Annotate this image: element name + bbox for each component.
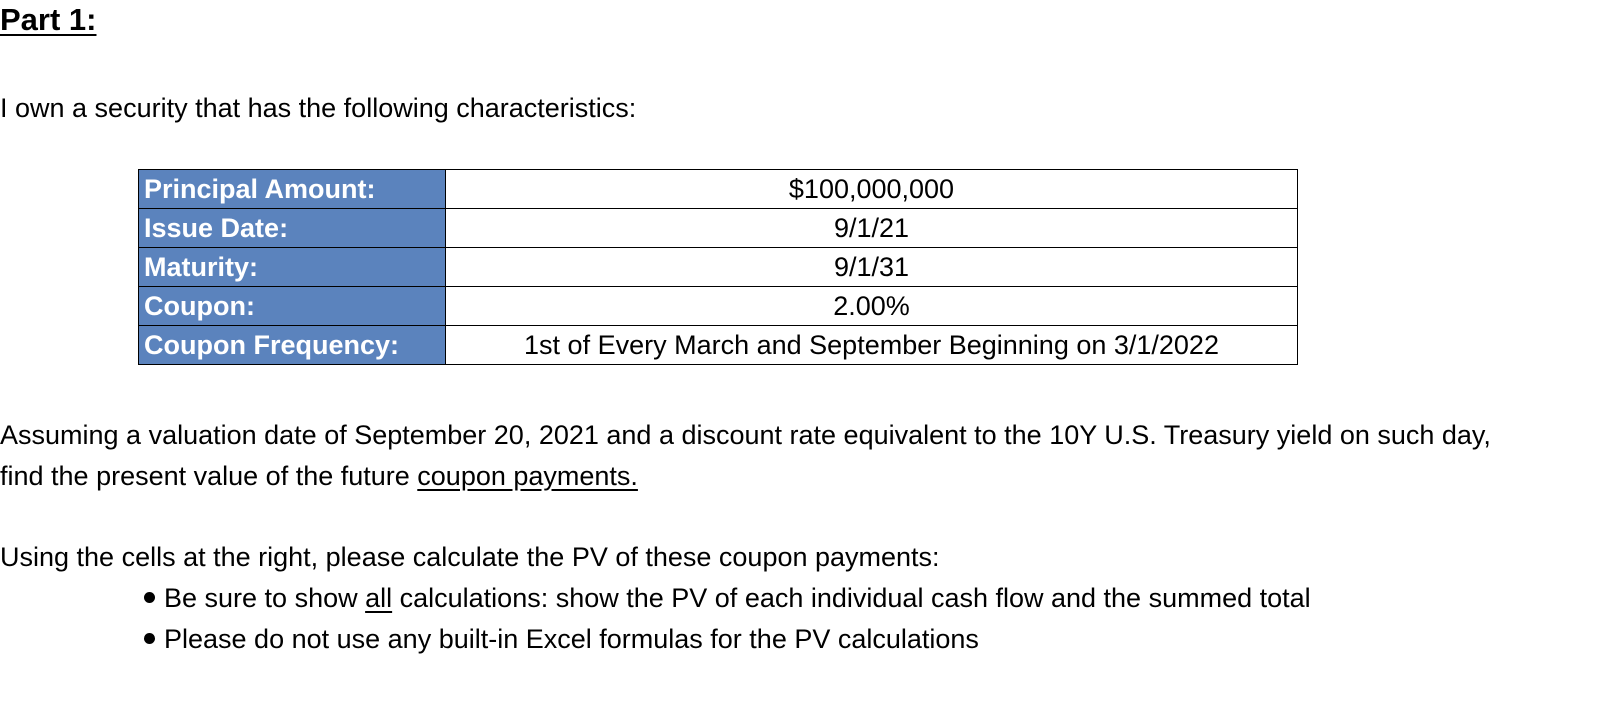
security-characteristics-table [138,169,1298,365]
maturity-value[interactable]: 9/1/31 [446,248,1298,287]
maturity-label: Maturity: [139,248,446,287]
bullet-1-suffix: calculations: show the PV of each individual cash flow and the summed total [392,583,1311,613]
table-row-coupon-frequency [139,326,1298,365]
bullet-1-prefix: Be sure to show [164,583,366,613]
bullet-dot-icon [144,633,155,644]
coupon-frequency-value[interactable]: 1st of Every March and September Beginning on 3/1/2022 [446,326,1298,365]
principal-value[interactable]: $100,000,000 [446,170,1298,209]
instruction-bullet-2 [144,619,979,659]
intro-text: I own a security that has the following characteristics: [0,93,637,123]
table-row-maturity [139,248,1298,287]
coupon-label: Coupon: [139,287,446,326]
question-line-2 [0,456,638,496]
instruction-bullet-1 [144,578,1311,618]
bullet-2-text: Please do not use any built-in Excel formulas for the PV calculations [164,624,979,654]
coupon-value[interactable]: 2.00% [446,287,1298,326]
principal-label: Principal Amount: [139,170,446,209]
bullet-1-underlined: all [365,583,393,613]
coupon-payments-underlined: coupon payments. [417,461,638,491]
instructions-lead: Using the cells at the right, please calculate the PV of these coupon payments: [0,542,940,572]
page-heading: Part 1: [0,2,97,37]
issue-date-value[interactable]: 9/1/21 [446,209,1298,248]
table-row-principal [139,170,1298,209]
table-row-coupon [139,287,1298,326]
table-row-issue-date [139,209,1298,248]
bullet-dot-icon [144,592,155,603]
question-line-2-prefix: find the present value of the future [0,461,418,491]
issue-date-label: Issue Date: [139,209,446,248]
coupon-frequency-label: Coupon Frequency: [139,326,446,365]
question-line-1: Assuming a valuation date of September 20, 2021 and a discount rate equivalent to the 10Y U.S. Treasury yield on such day, [0,420,1491,450]
